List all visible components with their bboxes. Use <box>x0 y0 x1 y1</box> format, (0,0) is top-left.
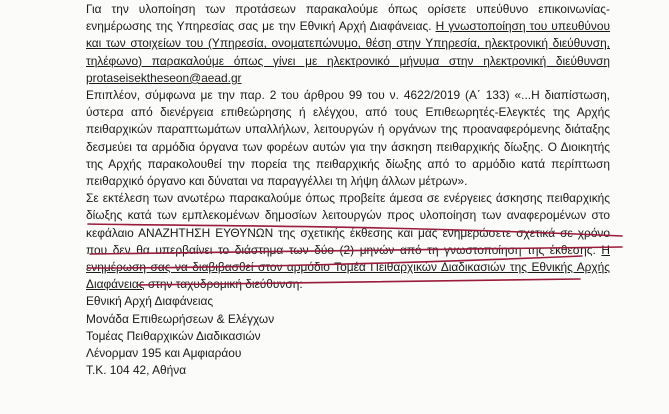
paragraph-legal-reference: Επιπλέον, σύμφωνα με την παρ. 2 του άρθρου 99 του ν. 4622/2019 (Α΄ 133) «...Η διαπίστωση, ύστερα από διενέργεια επιθεώρησης ή ελέγχου, από τους Επιθεωρητές-Ελεγκτές της Αρχής πειθαρχικών παραπτωμάτων υπαλλήλων, λειτουργών ή οργάνων της προαναφερόμενης διάταξης δεσμεύει τα αρμόδια όργανα των φορέων αυτών για την άσκηση πειθαρχικής δίωξης. Ο Διοικητής της Αρχής παρακολουθεί την πορεία της πειθαρχικής δίωξης από το αρμόδιο κατά περίπτωση πειθαρχικό όργανο και δύναται να παραγγέλλει τη λήψη άλλων μέτρων». <box>86 88 610 189</box>
paragraph-responsible-contact <box>86 1 610 87</box>
address-line-5: Τ.Κ. 104 42, Αθήνα <box>86 363 187 378</box>
paragraph-1-underlined: Η γνωστοποίηση του υπευθύνου και των στοιχείων του (Υπηρεσία, ονοματεπώνυμο, θέση στην Υπηρεσία, ηλεκτρονική διεύθυνση, τηλέφωνο) παρακαλούμε όπως γίνει με ηλεκτρονικό μήνυμα στην ηλεκτρονική διεύθυνση protaseisektheseon@aead.gr <box>86 19 610 85</box>
address-line-3: Τομέας Πειθαρχικών Διαδικασιών <box>86 328 261 343</box>
paragraph-disciplinary-request <box>86 190 610 293</box>
paragraph-3-text: Σε εκτέλεση των ανωτέρω παρακαλούμε όπως προβείτε άμεσα σε ενέργειες άσκησης πειθαρχικής δίωξης κατά των εμπλεκομένων δημοσίων λειτουργών προς υλοποίηση των αναφερομένων στο κεφάλαιο ΑΝΑΖΗΤΗΣΗ ΕΥΘΥΝΩΝ της σχετικής έκθεσης και μας ενημερώσετε σχετικά σε χρόνο που δεν θα υπερβαίνει το διάστημα των δύο (2) μηνών από τη γνωστοποίηση της έκθεσης. <box>86 191 610 257</box>
paragraph-3-tail: στην ταχυδρομική διεύθυνση: <box>144 277 303 292</box>
paragraph-1-text: Για την υλοποίηση των προτάσεων παρακαλούμε όπως ορίσετε υπεύθυνο επικοινωνίας-ενημέρωσης της Υπηρεσίας σας με την Εθνική Αρχή Διαφάνειας. <box>86 2 610 34</box>
address-line-1: Εθνική Αρχή Διαφάνειας <box>86 294 214 309</box>
address-line-2: Μονάδα Επιθεωρήσεων & Ελέγχων <box>86 311 275 326</box>
address-line-4: Λένορμαν 195 και Αμφιαράου <box>86 346 242 361</box>
paragraph-3-underlined: Η ενημέρωση σας να διαβιβασθεί στον αρμόδιο Τομέα Πειθαρχικών Διαδικασιών της Εθνικής Αρχής Διαφάνειας <box>86 242 610 292</box>
document-page <box>86 0 610 414</box>
postal-address <box>86 293 610 379</box>
